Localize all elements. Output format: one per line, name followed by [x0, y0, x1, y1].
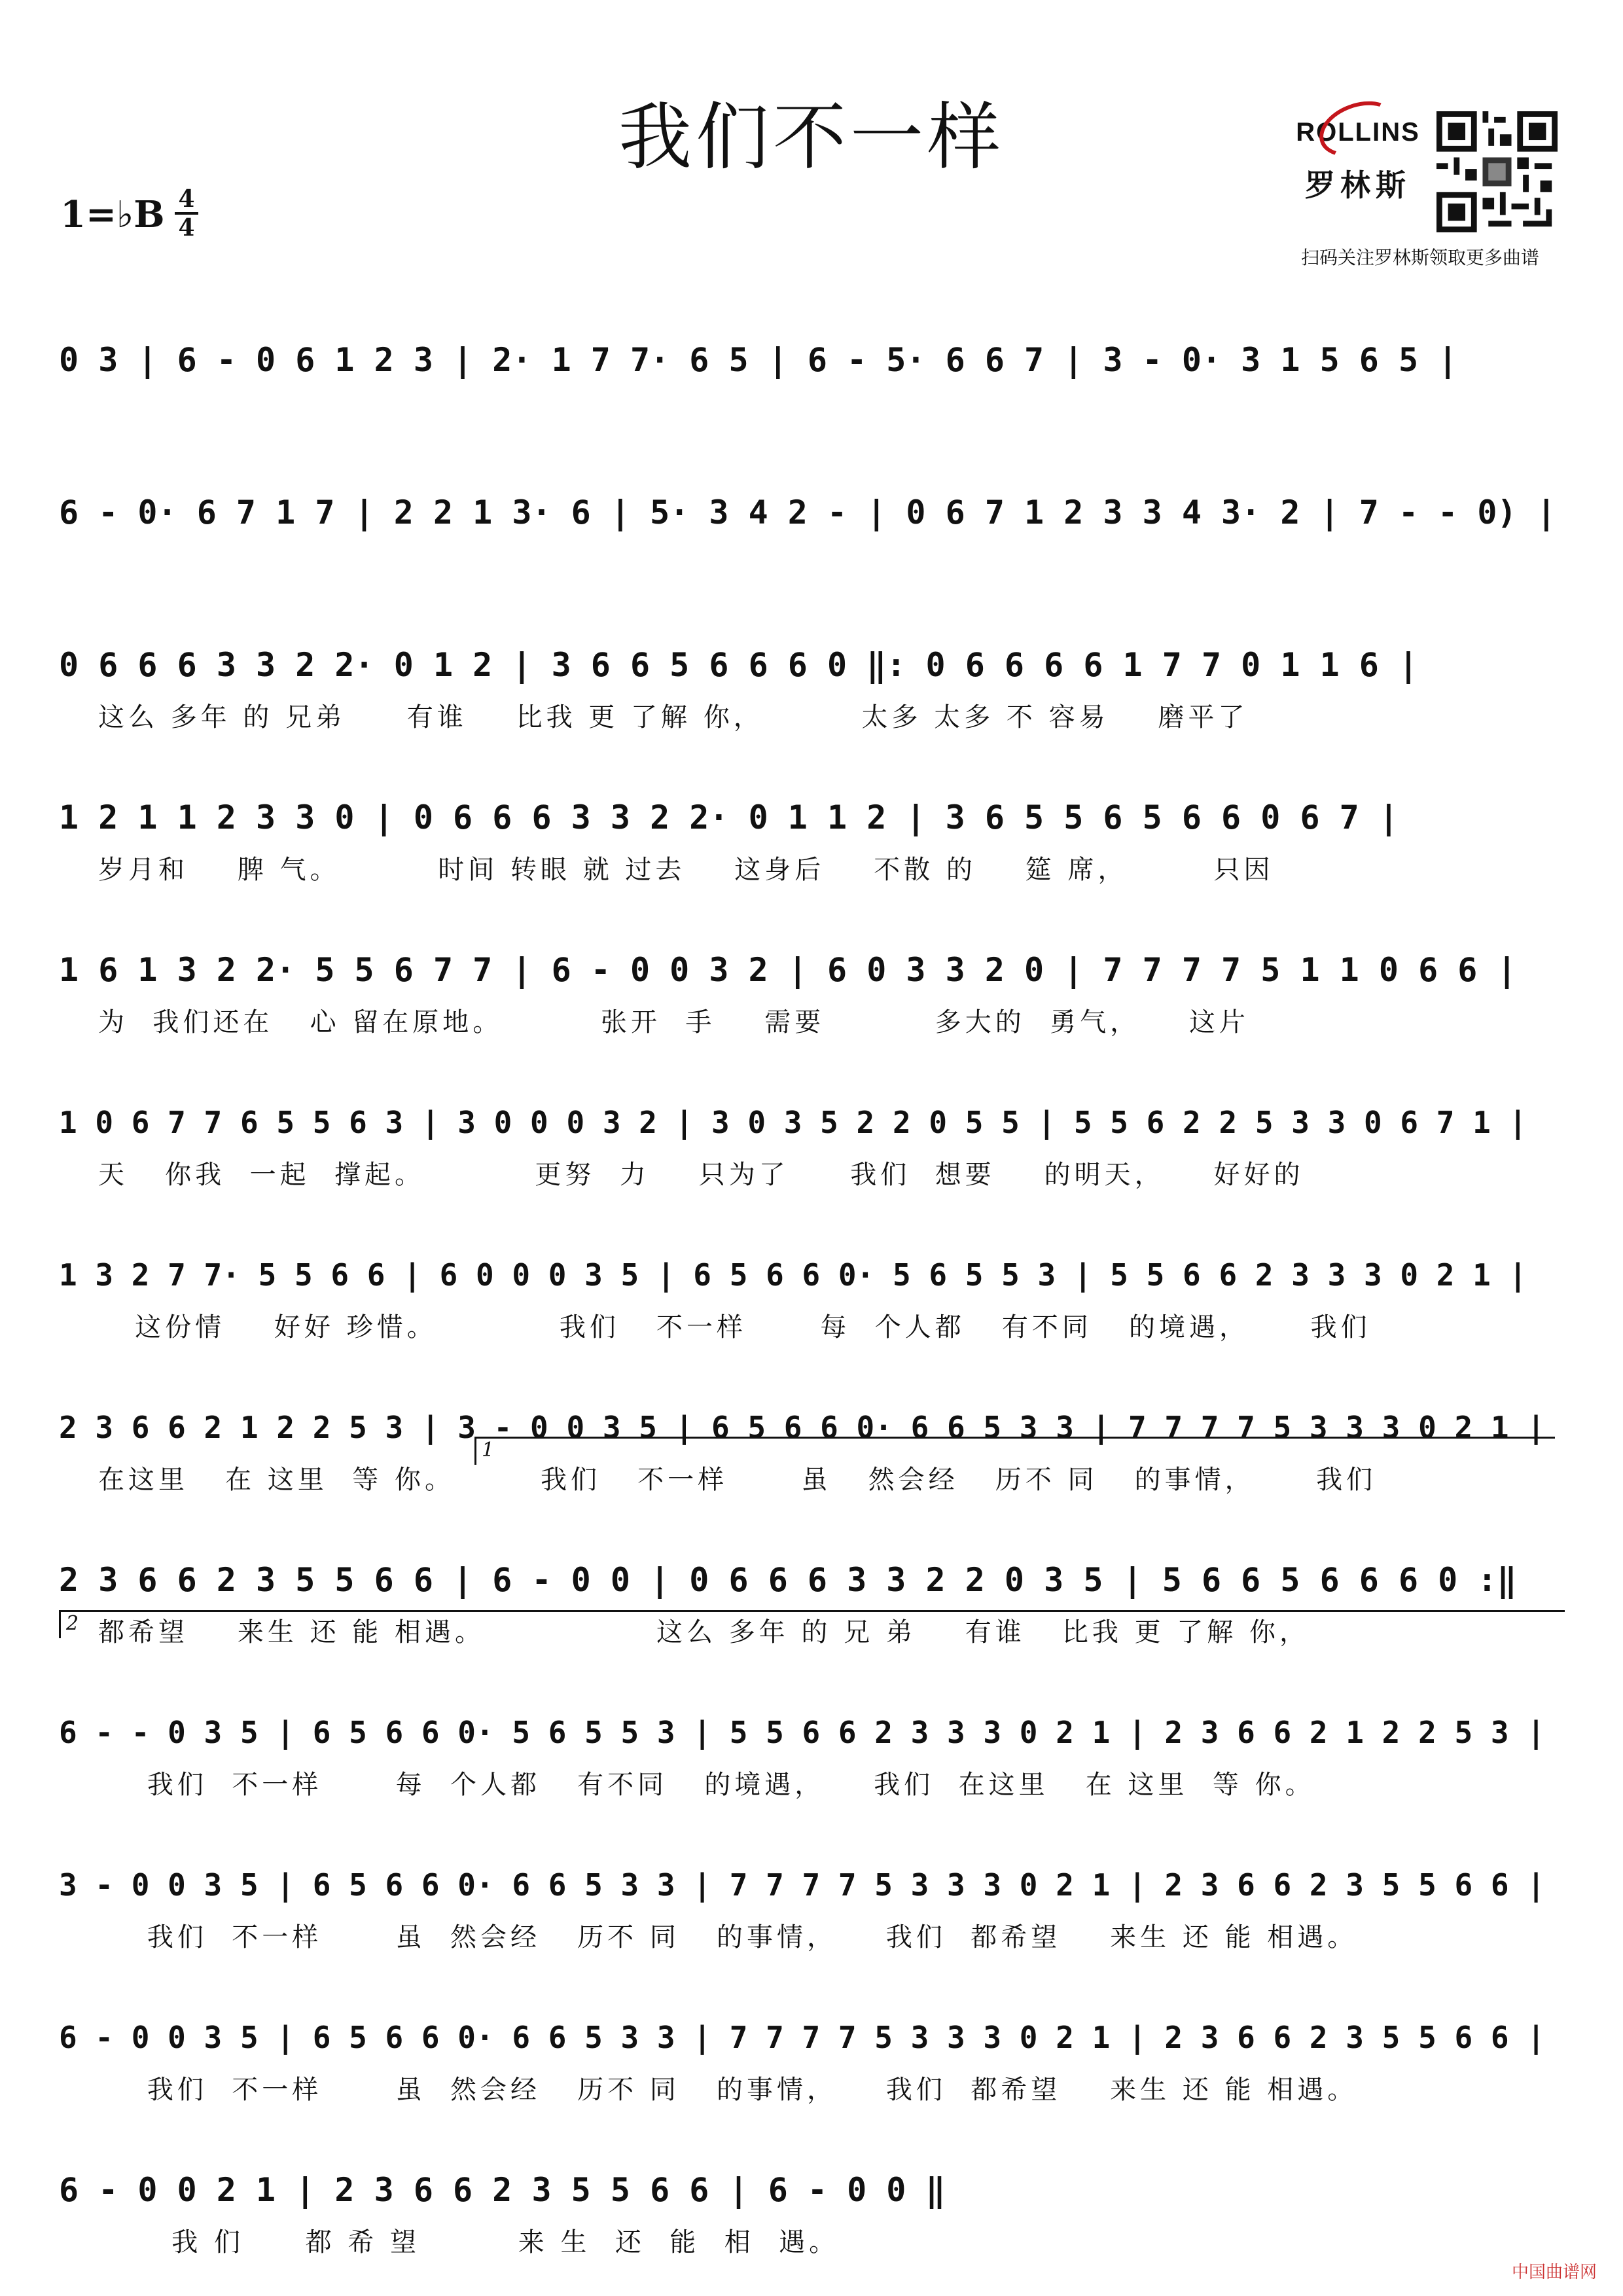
lyrics-line: 岁月和 脾 气。 时间 转眼 就 过去 这身后 不散 的 筵 席， 只因 — [98, 855, 1274, 885]
meter-top: 4 — [178, 185, 195, 213]
lyrics-line: 在这里 在 这里 等 你。 我们 不一样 虽 然会经 历不 同 的事情， 我们 — [98, 1465, 1377, 1495]
volta-bracket: 1 — [474, 1437, 1555, 1465]
score-system — [59, 1246, 1558, 1350]
score-system — [59, 1551, 1558, 1655]
lyrics-line: 为 我们还在 心 留在原地。 张开 手 需要 多大的 勇气， 这片 — [98, 1007, 1250, 1037]
score-system — [59, 941, 1558, 1045]
notation-line: 1 0 6 7 7 6 5 5 6 3 | 3 0 0 0 3 2 | 3 0 3 5 2 2 0 5 5 | 5 5 6 2 2 5 3 3 0 6 7 1 | — [59, 1105, 1527, 1140]
lyrics-line — [59, 542, 1558, 588]
score-system — [59, 1093, 1558, 1198]
notation-line: 6 - 0 0 3 5 | 6 5 6 6 0· 6 6 5 3 3 | 7 7 7 7 5 3 3 3 0 2 1 | 2 3 6 6 2 3 5 5 6 6 | — [59, 2020, 1545, 2055]
brand-logo: ROLLINS — [1296, 118, 1420, 147]
meter-bottom: 4 — [178, 214, 195, 242]
lyrics-line: 我们 不一样 每 个人都 有不同 的境遇， 我们 在这里 在 这里 等 你。 — [98, 1770, 1315, 1800]
qr-code-icon[interactable] — [1436, 111, 1558, 232]
notation-line: 1 6 1 3 2 2· 5 5 6 7 7 | 6 - 0 0 3 2 | 6 0 3 3 2 0 | 7 7 7 7 5 1 1 0 6 6 | — [59, 951, 1517, 989]
score-system — [59, 636, 1558, 740]
lyrics-line: 我 们 都 希 望 来 生 还 能 相 遇。 — [98, 2227, 840, 2257]
notation-line: 0 3 | 6 - 0 6 1 2 3 | 2· 1 7 7· 6 5 | 6 - 5· 6 6 7 | 3 - 0· 3 1 5 6 5 | — [59, 341, 1458, 379]
lyrics-line: 这么 多年 的 兄弟 有谁 比我 更 了解 你， 太多 太多 不 容易 磨平了 — [98, 702, 1249, 732]
lyrics-line: 我们 不一样 虽 然会经 历不 同 的事情， 我们 都希望 来生 还 能 相遇。 — [98, 1922, 1358, 1952]
notation-line: 2 3 6 6 2 3 5 5 6 6 | 6 - 0 0 | 0 6 6 6 3 3 2 2 0 3 5 | 5 6 6 5 6 6 6 0 :‖ — [59, 1561, 1517, 1599]
score-system — [59, 1703, 1558, 1808]
notation-line: 1 3 2 7 7· 5 5 6 6 | 6 0 0 0 3 5 | 6 5 6 6 0· 5 6 5 5 3 | 5 5 6 6 2 3 3 3 0 2 1 | — [59, 1257, 1527, 1293]
lyrics-line — [59, 389, 1558, 435]
score-system — [59, 2161, 1558, 2265]
notation-line: 6 - 0· 6 7 1 7 | 2 2 1 3· 6 | 5· 3 4 2 - | 0 6 7 1 2 3 3 4 3· 2 | 7 - - 0) | — [59, 493, 1556, 531]
page-title: 我们不一样 — [618, 95, 1005, 180]
notation-line: 1 2 1 1 2 3 3 0 | 0 6 6 6 3 3 2 2· 0 1 1 2 | 3 6 5 5 6 5 6 6 0 6 7 | — [59, 798, 1399, 836]
score-system — [59, 483, 1558, 588]
score-system — [59, 331, 1558, 435]
notation-line: 6 - 0 0 2 1 | 2 3 6 6 2 3 5 5 6 6 | 6 - 0 0 ‖ — [59, 2171, 946, 2209]
score-system — [59, 2008, 1558, 2113]
brand-block — [1283, 118, 1433, 205]
brand-name: 罗林斯 — [1305, 168, 1411, 203]
lyrics-line: 我们 不一样 虽 然会经 历不 同 的事情， 我们 都希望 来生 还 能 相遇。 — [98, 2075, 1358, 2105]
score-system — [59, 1856, 1558, 1960]
time-signature — [173, 186, 200, 241]
lyrics-line: 都希望 来生 还 能 相遇。 这么 多年 的 兄 弟 有谁 比我 更 了解 你， — [98, 1617, 1310, 1647]
notation-line: 3 - 0 0 3 5 | 6 5 6 6 0· 6 6 5 3 3 | 7 7 7 7 5 3 3 3 0 2 1 | 2 3 6 6 2 3 5 5 6 6 | — [59, 1867, 1545, 1903]
scan-note: 扫码关注罗林斯领取更多曲谱 — [1300, 247, 1539, 268]
lyrics-line: 这份情 好好 珍惜。 我们 不一样 每 个人都 有不同 的境遇， 我们 — [98, 1312, 1371, 1342]
key-signature: 1=♭B — [60, 193, 165, 236]
score-system — [59, 788, 1558, 893]
lyrics-line: 天 你我 一起 撑起。 更努 力 只为了 我们 想要 的明天， 好好的 — [98, 1160, 1304, 1190]
notation-line: 6 - - 0 3 5 | 6 5 6 6 0· 5 6 5 5 3 | 5 5 6 6 2 3 3 3 0 2 1 | 2 3 6 6 2 1 2 2 5 3 | — [59, 1715, 1545, 1750]
notation-line: 2 3 6 6 2 1 2 2 5 3 | 3 - 0 0 3 5 | 6 5 6 6 0· 6 6 5 3 3 | 7 7 7 7 5 3 3 3 0 2 1 | — [59, 1410, 1545, 1445]
notation-line: 0 6 6 6 3 3 2 2· 0 1 2 | 3 6 6 5 6 6 6 0 ‖: 0 6 6 6 6 1 7 7 0 1 1 6 | — [59, 646, 1419, 684]
volta-bracket: 2 — [59, 1610, 1565, 1638]
site-watermark: 中国曲谱网 — [1511, 2263, 1597, 2282]
